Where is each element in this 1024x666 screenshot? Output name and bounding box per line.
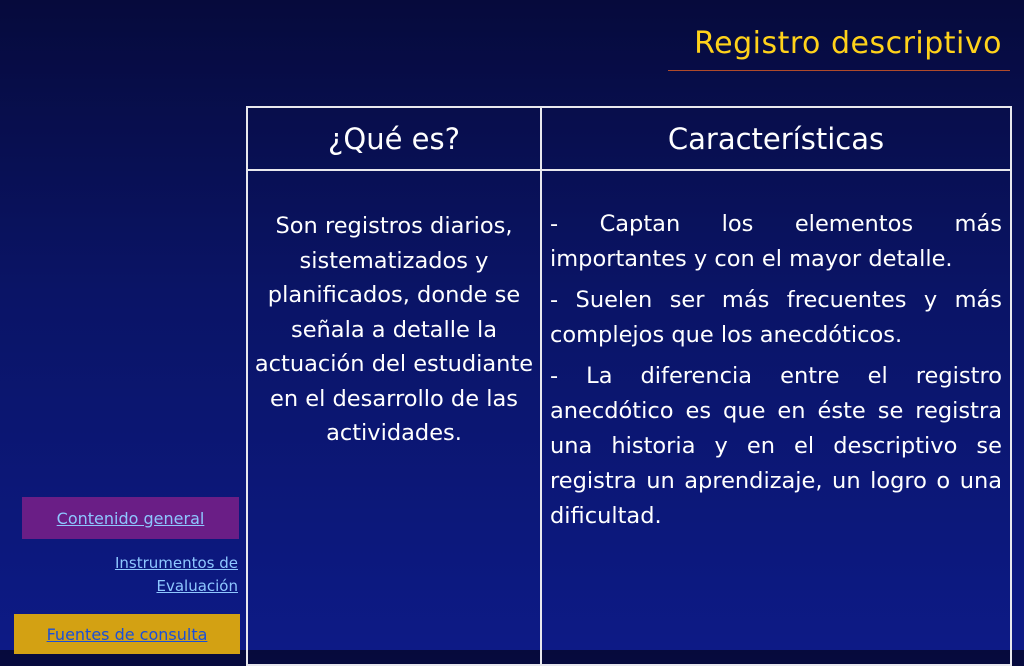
slide-title: Registro descriptivo [694, 26, 1002, 61]
content-table [246, 106, 1012, 666]
characteristic-item: - Suelen ser más frecuentes y más complejos que los anecdóticos. [550, 287, 1002, 348]
definition-cell: Son registros diarios, sistematizados y planificados, donde se señala a detalle la actuación del estudiante en el desarrollo de las actividades. [247, 170, 541, 665]
characteristic-item: - Captan los elementos más importantes y con el mayor detalle. [550, 211, 1002, 272]
table-body-row [247, 170, 1011, 665]
header-characteristics: Características [541, 107, 1011, 170]
table-header-row [247, 107, 1011, 170]
title-underline [668, 70, 1010, 71]
header-what-is: ¿Qué es? [247, 107, 541, 170]
general-content-link[interactable]: Contenido general [22, 497, 239, 539]
characteristic-item: - La diferencia entre el registro anecdótico es que en éste se registra una historia y en el descriptivo se registra un aprendizaje, un logro o una dificultad. [550, 363, 1002, 529]
reference-sources-link[interactable]: Fuentes de consulta [14, 614, 240, 654]
evaluation-instruments-link[interactable]: Instrumentos de Evaluación [114, 554, 238, 595]
characteristics-cell [541, 170, 1011, 665]
